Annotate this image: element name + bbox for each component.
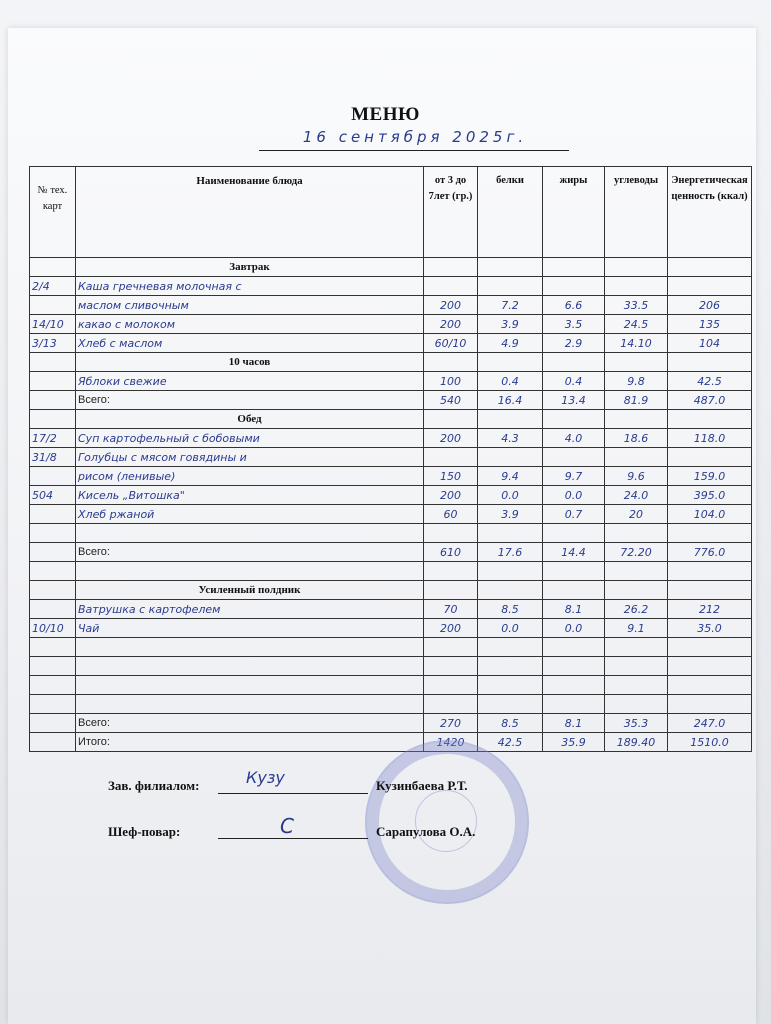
menu-date: 16 сентября 2025г. — [302, 128, 528, 146]
tech-card — [30, 372, 76, 391]
dish-name: Хлеб ржаной — [76, 505, 424, 524]
portion: 60/10 — [424, 334, 478, 353]
portion: 100 — [424, 372, 478, 391]
proteins — [478, 448, 543, 467]
portion — [424, 277, 478, 296]
table-row — [30, 372, 752, 391]
fats: 8.1 — [543, 600, 605, 619]
table-row — [30, 315, 752, 334]
carbs: 9.8 — [605, 372, 668, 391]
tech-card: 17/2 — [30, 429, 76, 448]
grand-total-label: Итого: — [76, 733, 424, 752]
energy: 135 — [668, 315, 752, 334]
tech-card — [30, 600, 76, 619]
fats: 0.0 — [543, 619, 605, 638]
empty-row — [30, 676, 752, 695]
fats: 0.4 — [543, 372, 605, 391]
energy: 212 — [668, 600, 752, 619]
grand-total-row — [30, 733, 752, 752]
col-energy: Энергетическая ценность (ккал) — [668, 167, 752, 258]
table-row — [30, 448, 752, 467]
dish-name: Ватрушка с картофелем — [76, 600, 424, 619]
energy — [668, 448, 752, 467]
proteins — [478, 277, 543, 296]
table-row — [30, 486, 752, 505]
dish-name: какао с молоком — [76, 315, 424, 334]
carbs — [605, 448, 668, 467]
table-row — [30, 467, 752, 486]
carbs: 9.1 — [605, 619, 668, 638]
fats — [543, 277, 605, 296]
energy: 206 — [668, 296, 752, 315]
tech-card: 3/13 — [30, 334, 76, 353]
total-row — [30, 714, 752, 733]
fats: 9.7 — [543, 467, 605, 486]
proteins: 7.2 — [478, 296, 543, 315]
section-breakfast: Завтрак — [76, 258, 424, 277]
grand-total-carbs: 189.40 — [605, 733, 668, 752]
energy: 395.0 — [668, 486, 752, 505]
tech-card: 10/10 — [30, 619, 76, 638]
total-label: Всего: — [76, 714, 424, 733]
fats — [543, 448, 605, 467]
proteins: 3.9 — [478, 505, 543, 524]
col-portion: от 3 до 7лет (гр.) — [424, 167, 478, 258]
proteins: 0.0 — [478, 619, 543, 638]
menu-table — [29, 166, 752, 752]
dish-name: Голубцы с мясом говядины и — [76, 448, 424, 467]
col-tech-card: № тех. карт — [30, 167, 76, 258]
table-row — [30, 619, 752, 638]
grand-total-energy: 1510.0 — [668, 733, 752, 752]
portion: 200 — [424, 486, 478, 505]
energy: 104.0 — [668, 505, 752, 524]
total-energy: 487.0 — [668, 391, 752, 410]
empty-row — [30, 695, 752, 714]
energy: 35.0 — [668, 619, 752, 638]
tech-card: 14/10 — [30, 315, 76, 334]
carbs: 18.6 — [605, 429, 668, 448]
total-label: Всего: — [76, 391, 424, 410]
col-fats: жиры — [543, 167, 605, 258]
col-carbs: углеводы — [605, 167, 668, 258]
carbs: 20 — [605, 505, 668, 524]
energy: 104 — [668, 334, 752, 353]
empty-row — [30, 524, 752, 543]
fats: 2.9 — [543, 334, 605, 353]
dish-name: Суп картофельный с бобовыми — [76, 429, 424, 448]
fats: 3.5 — [543, 315, 605, 334]
table-row — [30, 296, 752, 315]
dish-name: Яблоки свежие — [76, 372, 424, 391]
chef-signature-line — [218, 838, 368, 839]
dish-name: Каша гречневая молочная с — [76, 277, 424, 296]
section-row — [30, 258, 752, 277]
proteins: 9.4 — [478, 467, 543, 486]
total-portion: 270 — [424, 714, 478, 733]
grand-total-portion: 1420 — [424, 733, 478, 752]
portion: 60 — [424, 505, 478, 524]
tech-card — [30, 296, 76, 315]
table-row — [30, 600, 752, 619]
empty-row — [30, 638, 752, 657]
fats: 0.0 — [543, 486, 605, 505]
col-dish: Наименование блюда — [76, 167, 424, 258]
section-row — [30, 353, 752, 372]
proteins: 8.5 — [478, 600, 543, 619]
total-fats: 14.4 — [543, 543, 605, 562]
head-label: Зав. филиалом: — [108, 778, 200, 793]
carbs: 14.10 — [605, 334, 668, 353]
total-energy: 776.0 — [668, 543, 752, 562]
section-lunch: Обед — [76, 410, 424, 429]
total-portion: 540 — [424, 391, 478, 410]
grand-total-proteins: 42.5 — [478, 733, 543, 752]
tech-card: 2/4 — [30, 277, 76, 296]
carbs: 24.5 — [605, 315, 668, 334]
carbs — [605, 277, 668, 296]
portion: 150 — [424, 467, 478, 486]
table-row — [30, 429, 752, 448]
col-proteins: белки — [478, 167, 543, 258]
portion: 200 — [424, 315, 478, 334]
official-seal-stamp — [365, 740, 529, 904]
carbs: 24.0 — [605, 486, 668, 505]
head-signature: Кузу — [246, 768, 285, 787]
section-snack: Усиленный полдник — [76, 581, 424, 600]
proteins: 0.0 — [478, 486, 543, 505]
chef-name: Сарапулова О.А. — [376, 824, 476, 839]
portion: 70 — [424, 600, 478, 619]
energy: 118.0 — [668, 429, 752, 448]
proteins: 4.3 — [478, 429, 543, 448]
head-signature-line — [218, 793, 368, 794]
total-fats: 13.4 — [543, 391, 605, 410]
portion: 200 — [424, 619, 478, 638]
dish-name: Кисель „Витошка" — [76, 486, 424, 505]
total-carbs: 35.3 — [605, 714, 668, 733]
fats: 0.7 — [543, 505, 605, 524]
fats: 4.0 — [543, 429, 605, 448]
portion — [424, 448, 478, 467]
section-row — [30, 581, 752, 600]
total-portion: 610 — [424, 543, 478, 562]
dish-name: маслом сливочным — [76, 296, 424, 315]
total-carbs: 81.9 — [605, 391, 668, 410]
tech-card — [30, 505, 76, 524]
tech-card: 504 — [30, 486, 76, 505]
proteins: 3.9 — [478, 315, 543, 334]
dish-name: Чай — [76, 619, 424, 638]
fats: 6.6 — [543, 296, 605, 315]
page-title: МЕНЮ — [351, 104, 420, 125]
total-carbs: 72.20 — [605, 543, 668, 562]
carbs: 26.2 — [605, 600, 668, 619]
table-row — [30, 277, 752, 296]
date-underline — [259, 150, 569, 151]
section-ten-oclock: 10 часов — [76, 353, 424, 372]
total-proteins: 8.5 — [478, 714, 543, 733]
energy: 159.0 — [668, 467, 752, 486]
section-row — [30, 410, 752, 429]
total-energy: 247.0 — [668, 714, 752, 733]
tech-card — [30, 467, 76, 486]
table-row — [30, 334, 752, 353]
portion: 200 — [424, 429, 478, 448]
carbs: 33.5 — [605, 296, 668, 315]
portion: 200 — [424, 296, 478, 315]
total-row — [30, 543, 752, 562]
total-proteins: 16.4 — [478, 391, 543, 410]
total-proteins: 17.6 — [478, 543, 543, 562]
dish-name: Хлеб с маслом — [76, 334, 424, 353]
tech-card: 31/8 — [30, 448, 76, 467]
total-label: Всего: — [76, 543, 424, 562]
chef-signature: С — [280, 814, 294, 838]
empty-row — [30, 562, 752, 581]
energy: 42.5 — [668, 372, 752, 391]
proteins: 4.9 — [478, 334, 543, 353]
head-name: Кузинбаева Р.Т. — [376, 778, 468, 793]
table-header-row — [30, 167, 752, 258]
dish-name: рисом (ленивые) — [76, 467, 424, 486]
proteins: 0.4 — [478, 372, 543, 391]
table-row — [30, 505, 752, 524]
total-fats: 8.1 — [543, 714, 605, 733]
chef-label: Шеф-повар: — [108, 824, 181, 839]
seal-emblem-icon — [415, 790, 477, 852]
carbs: 9.6 — [605, 467, 668, 486]
energy — [668, 277, 752, 296]
empty-row — [30, 657, 752, 676]
total-row — [30, 391, 752, 410]
grand-total-fats: 35.9 — [543, 733, 605, 752]
